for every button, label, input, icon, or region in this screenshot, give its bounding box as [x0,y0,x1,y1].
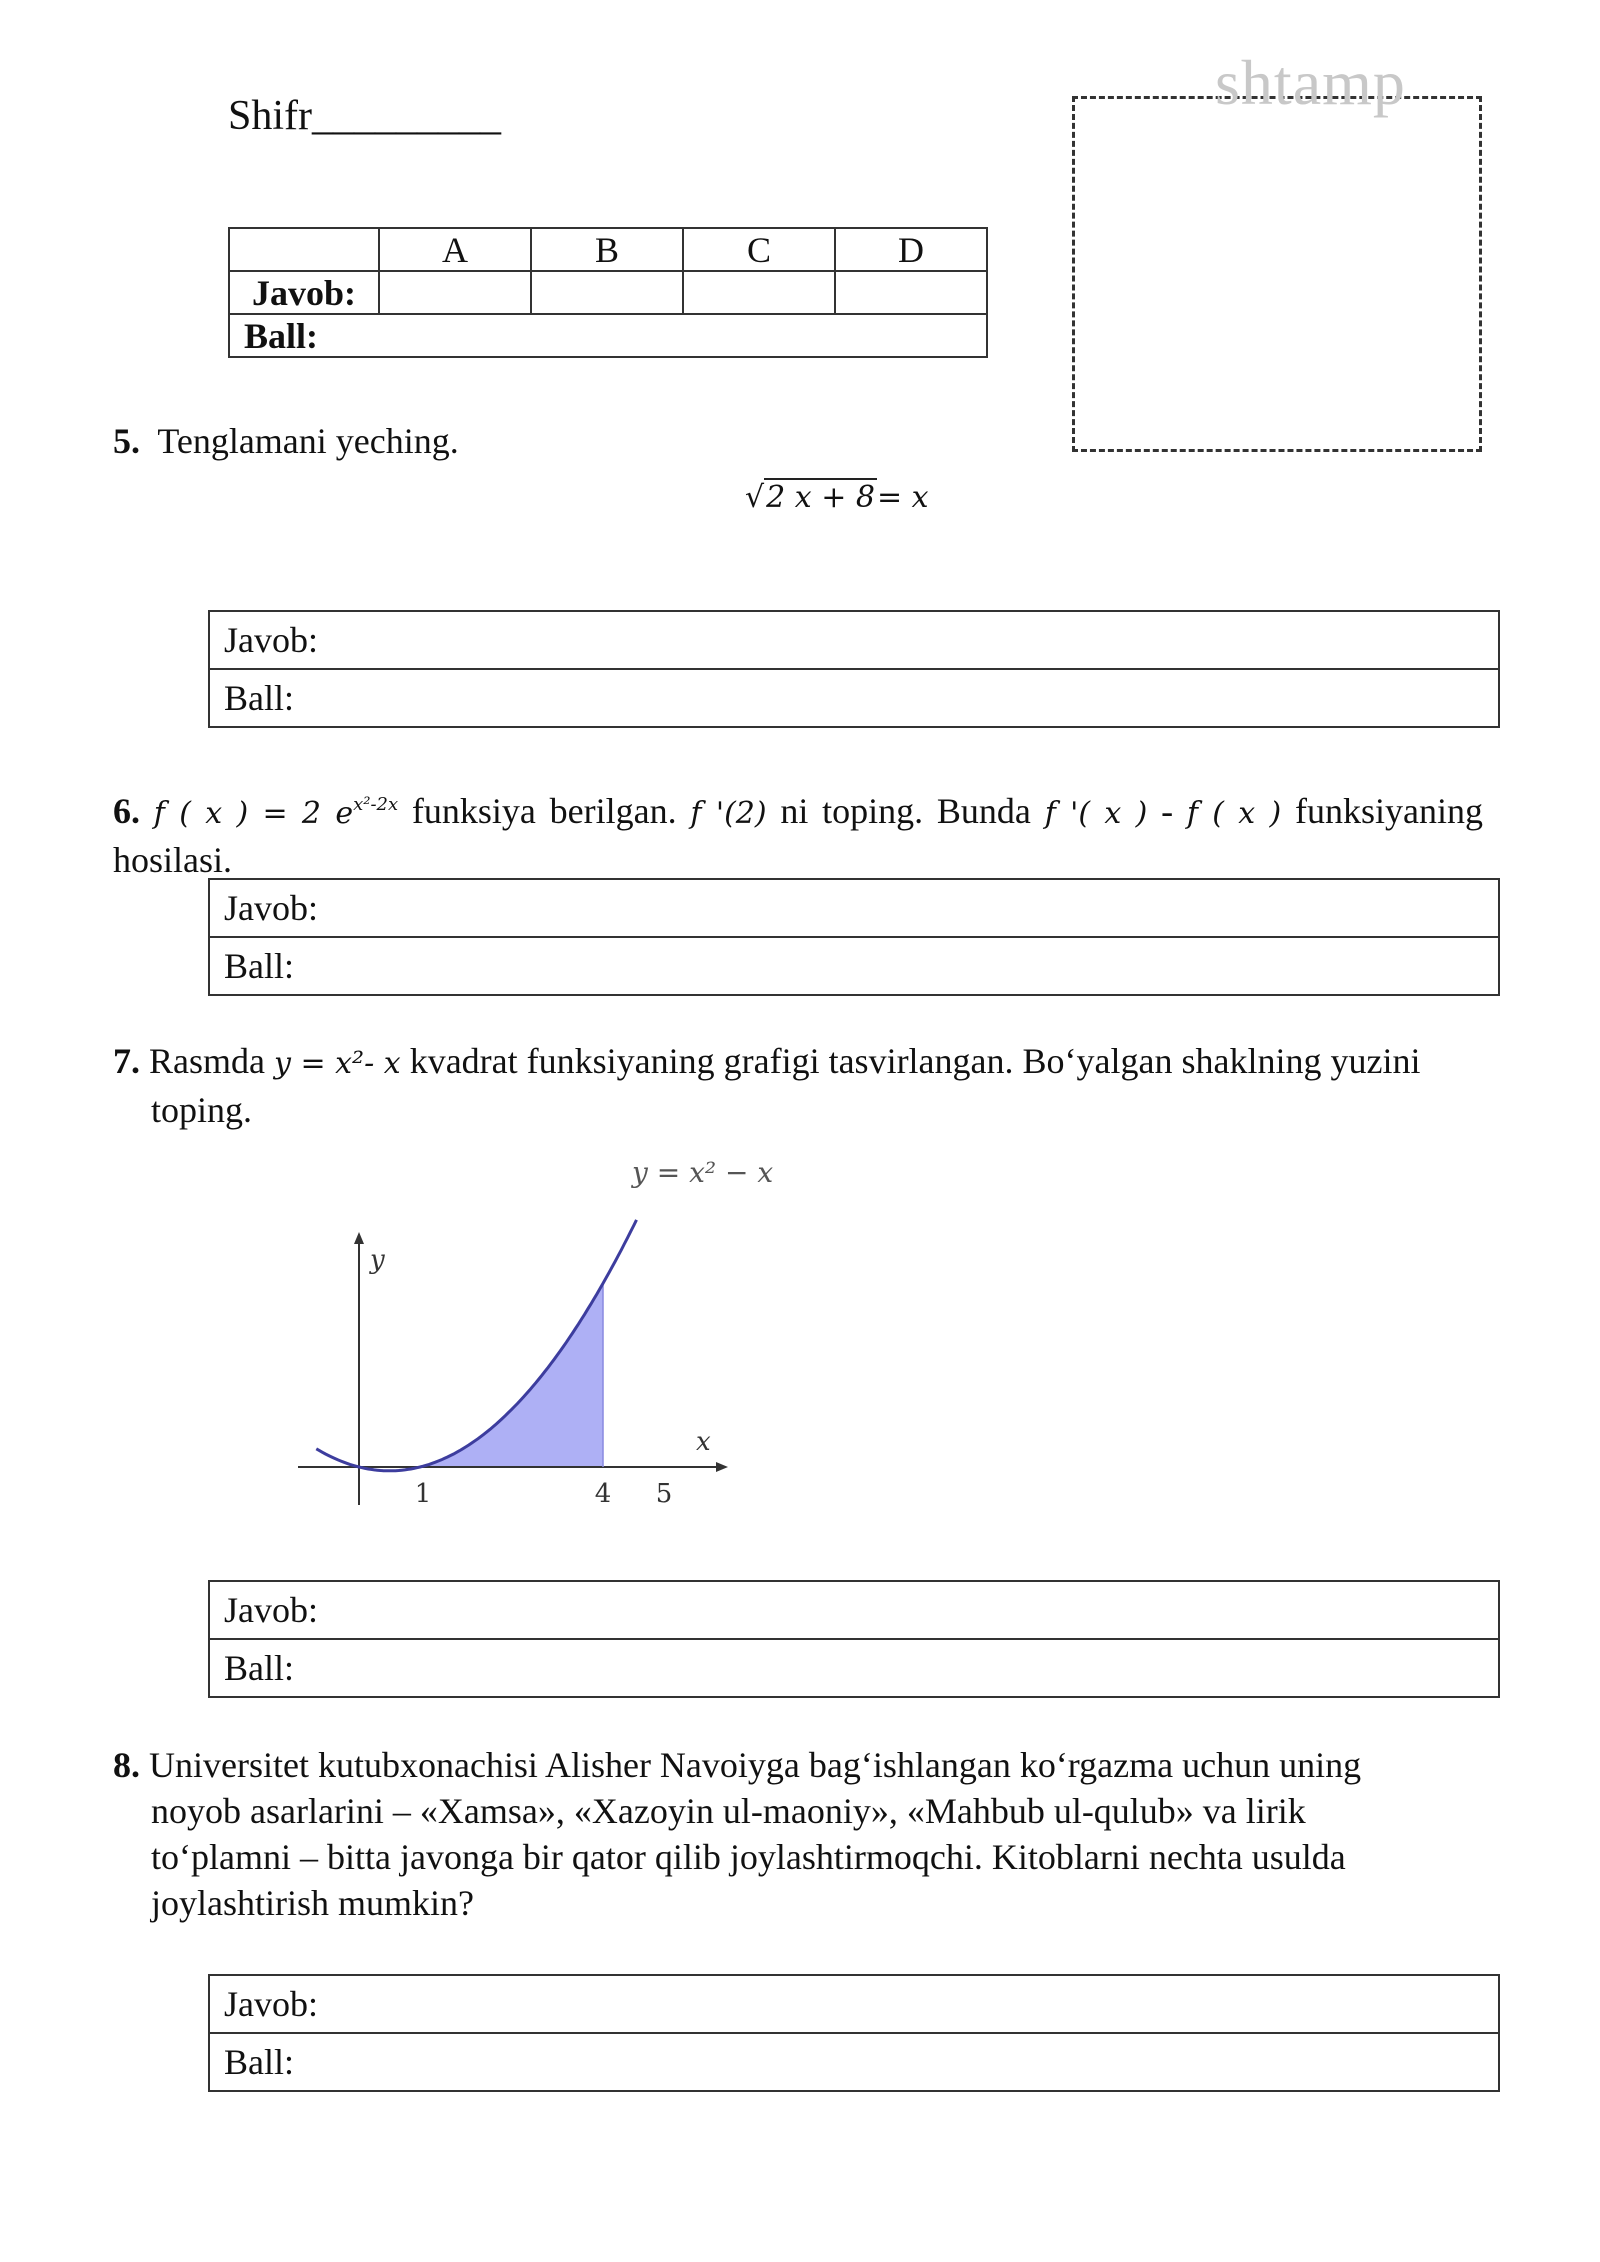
answer-cell-d[interactable] [835,271,987,314]
ball-row[interactable]: Ball: [210,2032,1498,2090]
ball-row[interactable]: Ball: [210,936,1498,994]
answer-cell-b[interactable] [531,271,683,314]
question-5 [113,418,1483,464]
question-text: Tenglamani yeching. [157,421,459,461]
q6-answer-box [208,878,1500,996]
sqrt-sign: √ [745,480,765,515]
question-number: 6. [113,791,140,831]
q7-function: y = x²- x [273,1046,401,1081]
q6-text-4: funksiyaning hosilasi. [113,791,1483,880]
javob-row[interactable]: Javob: [224,1984,318,2024]
q6-function: f ( x ) [1186,796,1282,831]
q6-text-1: funksiya berilgan. [398,791,691,831]
q8-line-3: to‘plamni – bitta javonga bir qator qilib joylashtirmoqchi. Kitoblarni nechta usulda [151,1837,1346,1877]
y-axis-label: y [370,1245,385,1275]
curve-label: y = x² − x [632,1156,774,1189]
q6-text-3: - [1147,791,1187,831]
question-6 [113,782,1483,883]
q6-exponent: x²-2x [353,794,399,815]
javob-label: Javob: [229,271,379,314]
q8-line-4: joylashtirish mumkin? [151,1883,474,1923]
q7-text-1: Rasmda [149,1041,274,1081]
q6-function-lhs: f ( x ) = 2 e [153,796,354,831]
shifr-field [228,92,501,140]
stamp-box [1072,96,1482,452]
q6-derivative: f '( x ) [1044,796,1148,831]
radicand: 2 x + 8 [766,480,875,515]
stamp-label: shtamp [1215,47,1406,118]
q7-text-2: kvadrat funksiyaning grafigi tasvirlangan. Bo‘yalgan shaklning yuzini [400,1041,1421,1081]
x-tick-4: 4 [594,1479,612,1509]
q5-equation [745,480,929,515]
q5-answer-box [208,610,1500,728]
column-d-header: D [835,228,987,271]
parabola-graph [280,1130,820,1530]
javob-row[interactable]: Javob: [224,888,318,928]
javob-row[interactable]: Javob: [224,1590,318,1630]
q8-answer-box [208,1974,1500,2092]
q6-text-2: ni toping. Bunda [766,791,1045,831]
shifr-label: Shifr [228,93,312,139]
answer-cell-a[interactable] [379,271,531,314]
ball-row[interactable]: Ball: [210,668,1498,726]
x-axis-label: x [696,1427,711,1457]
x-axis-arrow [716,1462,728,1472]
question-number: 8. [113,1745,140,1785]
shifr-blank[interactable]: _________ [312,93,501,139]
x-tick-1: 1 [414,1479,432,1509]
answer-table-header-row [229,228,987,271]
answer-table-ball-row [229,314,987,357]
question-number: 5. [113,421,140,461]
ball-label: Ball: [229,314,987,357]
answer-table [228,227,988,358]
javob-row[interactable]: Javob: [224,620,318,660]
ball-row[interactable]: Ball: [210,1638,1498,1696]
q7-answer-box [208,1580,1500,1698]
answer-table-corner [229,228,379,271]
column-a-header: A [379,228,531,271]
question-7 [113,1038,1483,1133]
shaded-region [420,1283,603,1467]
column-b-header: B [531,228,683,271]
x-tick-5: 5 [655,1479,673,1509]
equation-rhs: = x [876,480,929,515]
answer-table-javob-row [229,271,987,314]
question-8 [113,1742,1483,1926]
q7-text-3: toping. [151,1090,253,1130]
q8-line-1: Universitet kutubxonachisi Alisher Navoiyga bag‘ishlangan ko‘rgazma uchun uning [149,1745,1362,1785]
y-axis-arrow [354,1232,364,1244]
q8-line-2: noyob asarlarini – «Xamsa», «Xazoyin ul-maoniy», «Mahbub ul-qulub» va lirik [151,1791,1306,1831]
column-c-header: C [683,228,835,271]
answer-cell-c[interactable] [683,271,835,314]
q6-derivative-at: f '(2) [690,796,767,831]
question-number: 7. [113,1041,140,1081]
